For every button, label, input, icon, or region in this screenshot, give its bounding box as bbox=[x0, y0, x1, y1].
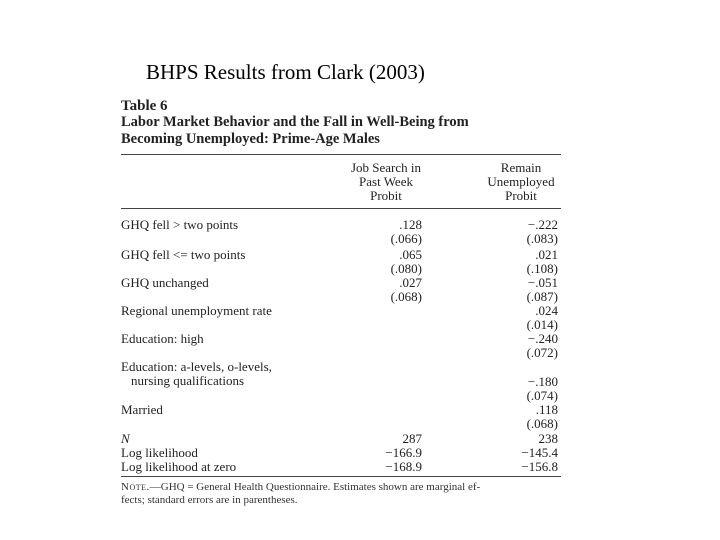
cell-c2-married: .118 bbox=[535, 402, 558, 417]
table-label: Table 6 bbox=[121, 98, 168, 114]
row-label-log-likelihood-zero: Log likelihood at zero bbox=[121, 459, 237, 474]
cell-c2-se-ghq-fell-less: (.108) bbox=[526, 261, 558, 276]
row-label-ghq-fell-more: GHQ fell > two points bbox=[121, 217, 239, 232]
cell-c1-log-likelihood-zero: −168.9 bbox=[385, 459, 422, 474]
row-label-regional-unemployment: Regional unemployment rate bbox=[121, 303, 272, 318]
cell-c2-regional-unemployment: .024 bbox=[535, 303, 558, 318]
row-label-education-alevels-line-2: nursing qualifications bbox=[131, 373, 245, 388]
header-rule-bottom bbox=[121, 208, 561, 209]
note-prefix: Note. bbox=[121, 481, 150, 493]
column-header-remain-unemployed bbox=[476, 161, 566, 203]
table-bottom-rule bbox=[121, 476, 561, 477]
column-header-remain-unemployed-line-1: Remain bbox=[500, 160, 542, 175]
row-label-married: Married bbox=[121, 402, 163, 417]
slide-title: BHPS Results from Clark (2003) bbox=[146, 60, 425, 84]
cell-c2-ghq-fell-less: .021 bbox=[535, 247, 558, 262]
column-header-remain-unemployed-line-2: Unemployed bbox=[487, 174, 555, 189]
row-label-education-high: Education: high bbox=[121, 331, 204, 346]
cell-c2-log-likelihood: −145.4 bbox=[521, 445, 558, 460]
table-note-line-1 bbox=[121, 481, 561, 494]
column-header-job-search-line-2: Past Week bbox=[359, 174, 413, 189]
cell-c2-se-married: (.068) bbox=[526, 416, 558, 431]
cell-c2-log-likelihood-zero: −156.8 bbox=[521, 459, 558, 474]
cell-c2-education-high: −.240 bbox=[527, 331, 558, 346]
table-note bbox=[121, 481, 561, 507]
cell-c1-se-ghq-fell-less: (.080) bbox=[390, 261, 422, 276]
cell-c2-se-ghq-fell-more: (.083) bbox=[526, 231, 558, 246]
cell-c1-ghq-fell-less: .065 bbox=[399, 247, 422, 262]
cell-c1-se-ghq-unchanged: (.068) bbox=[390, 289, 422, 304]
row-label-ghq-fell-less: GHQ fell <= two points bbox=[121, 247, 246, 262]
cell-c1-se-ghq-fell-more: (.066) bbox=[390, 231, 422, 246]
cell-c1-ghq-fell-more: .128 bbox=[399, 217, 422, 232]
cell-c2-n: 238 bbox=[538, 431, 558, 446]
cell-c2-ghq-unchanged: −.051 bbox=[527, 275, 558, 290]
column-header-remain-unemployed-line-3: Probit bbox=[505, 188, 537, 203]
cell-c2-education-alevels: −.180 bbox=[527, 374, 558, 389]
table-title-line-1: Labor Market Behavior and the Fall in Well-Being from bbox=[121, 114, 469, 130]
row-label-ghq-unchanged: GHQ unchanged bbox=[121, 275, 209, 290]
note-text-line-1: —GHQ = General Health Questionnaire. Estimates shown are marginal ef- bbox=[149, 481, 481, 493]
cell-c2-ghq-fell-more: −.222 bbox=[527, 217, 558, 232]
column-header-job-search bbox=[336, 161, 436, 203]
cell-c2-se-regional-unemployment: (.014) bbox=[526, 317, 558, 332]
regression-table bbox=[121, 98, 561, 506]
cell-c2-se-education-alevels: (.074) bbox=[526, 388, 558, 403]
row-label-log-likelihood: Log likelihood bbox=[121, 445, 198, 460]
row-label-n: N bbox=[121, 431, 130, 446]
table-note-line-2: fects; standard errors are in parentheses. bbox=[121, 494, 298, 506]
cell-c2-se-education-high: (.072) bbox=[526, 345, 558, 360]
cell-c1-ghq-unchanged: .027 bbox=[399, 275, 422, 290]
cell-c2-se-ghq-unchanged: (.087) bbox=[526, 289, 558, 304]
column-header-job-search-line-3: Probit bbox=[370, 188, 402, 203]
cell-c1-log-likelihood: −166.9 bbox=[385, 445, 422, 460]
row-label-education-alevels-line-1: Education: a-levels, o-levels, bbox=[121, 359, 272, 374]
column-header-job-search-line-1: Job Search in bbox=[350, 160, 422, 175]
table-title-line-2: Becoming Unemployed: Prime-Age Males bbox=[121, 131, 380, 147]
header-rule-top bbox=[121, 154, 561, 155]
cell-c1-n: 287 bbox=[402, 431, 422, 446]
